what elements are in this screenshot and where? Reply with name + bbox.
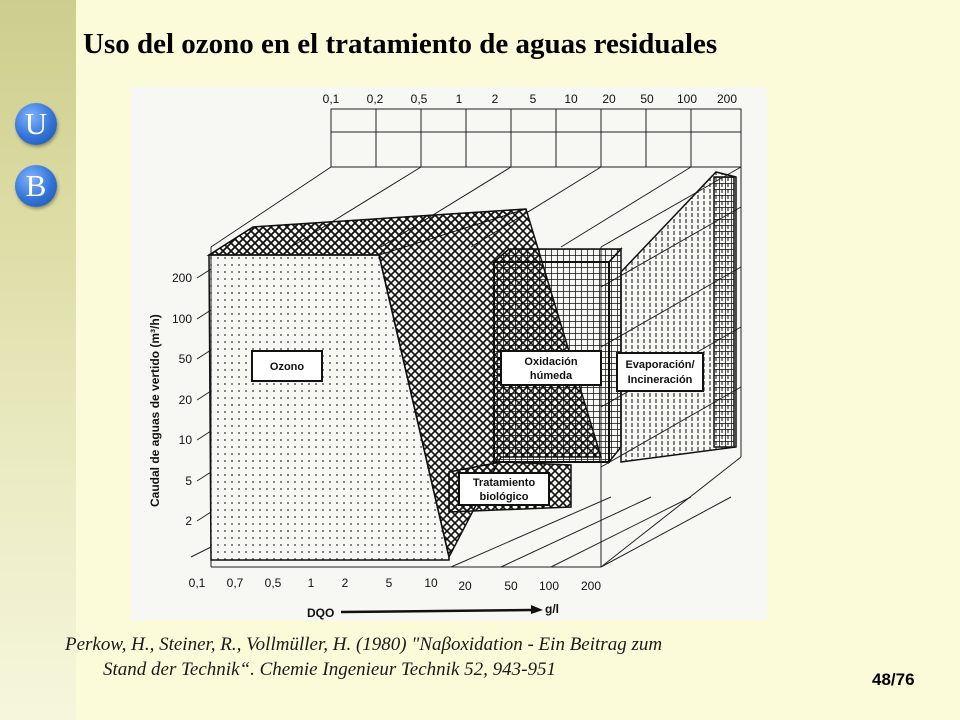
top-tick: 20	[602, 92, 616, 106]
bottom-tick: 200	[580, 579, 602, 593]
top-tick: 2	[491, 92, 499, 106]
university-logo-b: B	[15, 165, 57, 207]
bottom-tick: 5	[385, 576, 393, 590]
bottom-tick: 100	[538, 579, 560, 593]
bottom-tick: 20	[458, 579, 472, 593]
biologico-label-1: Tratamiento	[472, 477, 536, 489]
bottom-axis-ticks	[189, 576, 602, 593]
oxidacion-label-2: húmeda	[529, 370, 573, 382]
citation-line-1: Perkow, H., Steiner, R., Vollmüller, H. (1980) "Naβoxidation - Ein Beitrag zum	[65, 634, 663, 655]
top-tick: 1	[455, 92, 463, 106]
bottom-tick: 2	[341, 576, 349, 590]
left-tick: 200	[171, 271, 192, 285]
evaporacion-label-2: Incineración	[627, 374, 693, 386]
left-tick: 20	[178, 393, 192, 407]
top-tick: 0,2	[366, 92, 384, 106]
citation	[65, 632, 865, 682]
top-tick: 0,1	[322, 92, 340, 106]
slide-title: Uso del ozono en el tratamiento de aguas residuales	[83, 28, 718, 60]
university-logo-u: U	[15, 103, 57, 145]
page-number: 48/76	[872, 670, 915, 689]
top-tick: 0,5	[410, 92, 428, 106]
sidebar-band	[0, 0, 76, 720]
left-tick: 10	[178, 433, 192, 447]
top-tick: 50	[640, 92, 654, 106]
bottom-tick: 0,5	[264, 576, 282, 590]
citation-line-2: Stand der Technik“. Chemie Ingenieur Technik 52, 943-951	[103, 659, 556, 680]
treatment-diagram	[131, 87, 767, 620]
y-axis-label: Caudal de aguas de vertido (m³/h)	[148, 314, 162, 507]
x-axis-unit: g/l	[545, 602, 559, 616]
left-tick: 5	[185, 474, 192, 488]
x-axis-label: DQO	[307, 606, 335, 620]
left-tick: 100	[171, 312, 192, 326]
top-tick: 100	[676, 92, 698, 106]
diagram-svg	[131, 87, 767, 620]
bottom-tick: 0,7	[226, 576, 244, 590]
left-tick: 50	[178, 352, 192, 366]
ozono-label: Ozono	[269, 361, 305, 373]
bottom-tick: 0,1	[188, 576, 206, 590]
top-tick: 200	[716, 92, 738, 106]
evaporacion-label-1: Evaporación/	[625, 359, 695, 371]
oxidacion-label-1: Oxidación	[524, 356, 578, 368]
bottom-tick: 50	[504, 579, 518, 593]
left-axis-ticks	[172, 269, 211, 528]
bottom-tick: 1	[307, 576, 315, 590]
top-axis-ticks	[323, 92, 738, 106]
left-tick: 2	[185, 514, 192, 528]
bottom-tick: 10	[424, 576, 438, 590]
top-tick: 10	[564, 92, 578, 106]
top-tick: 5	[529, 92, 537, 106]
biologico-label-2: biológico	[479, 491, 529, 503]
